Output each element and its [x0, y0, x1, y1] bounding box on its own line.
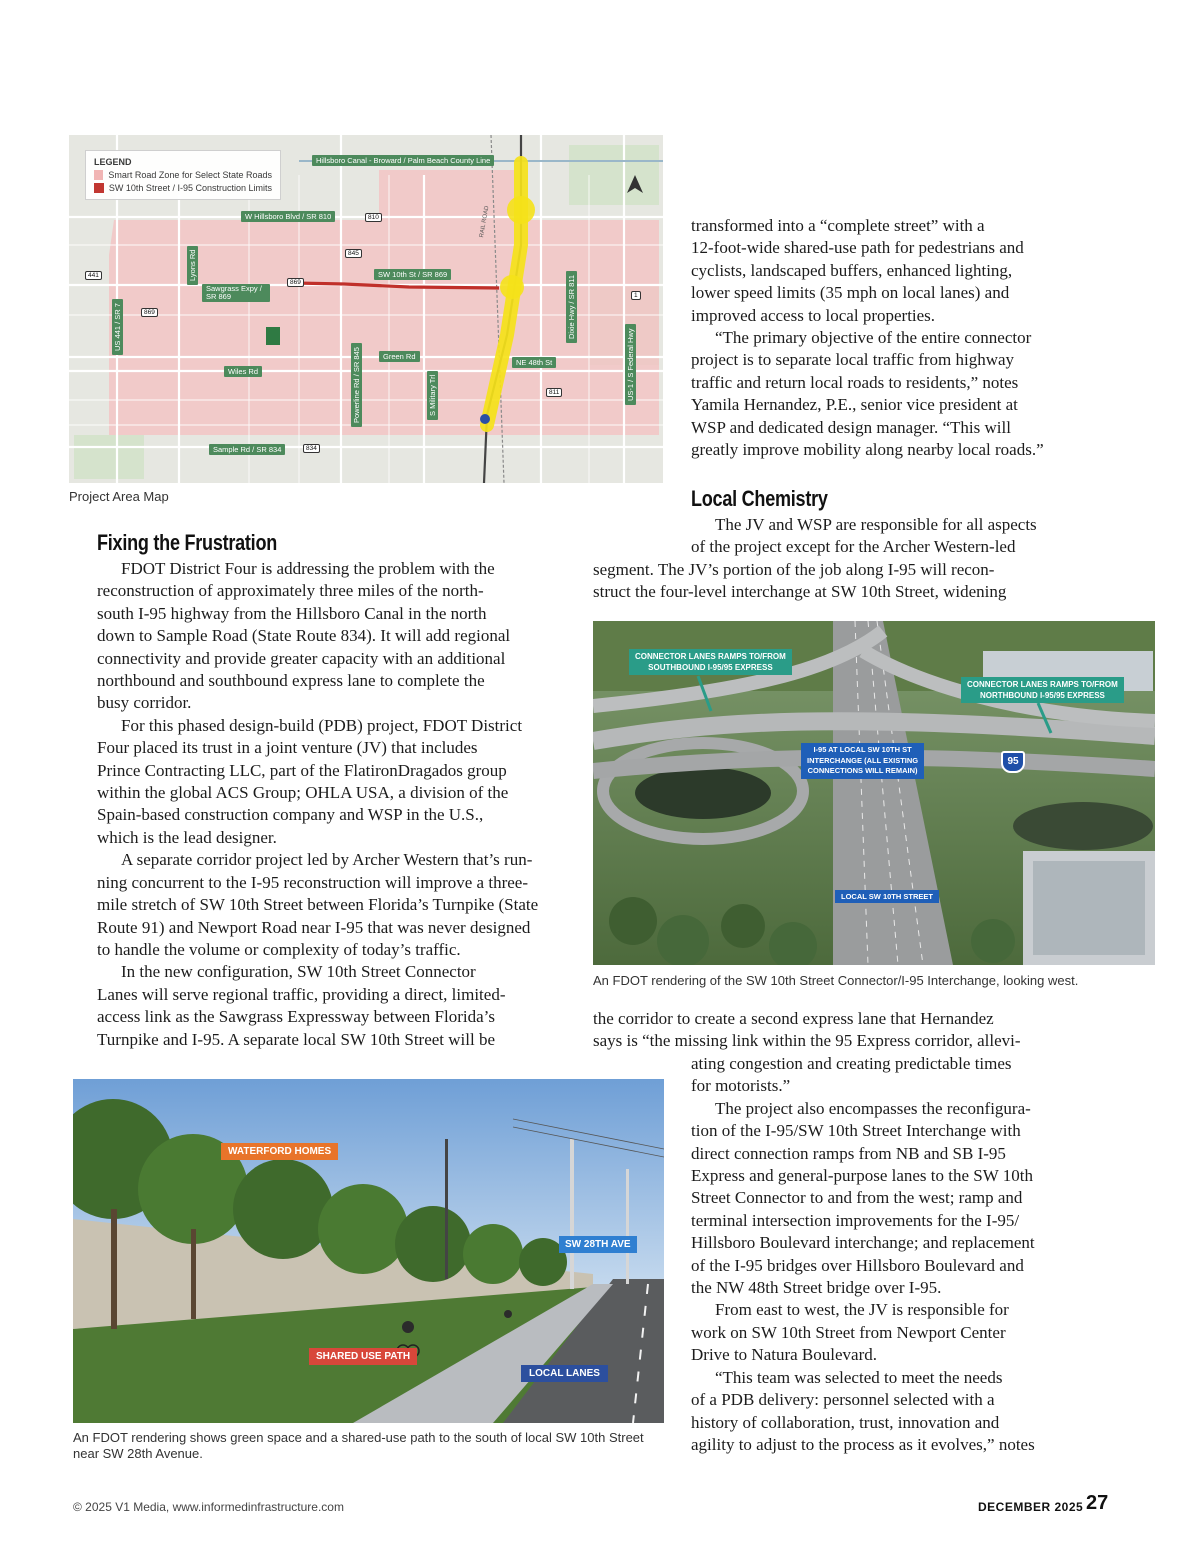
intro-line: lower speed limits (35 mph on local lanes) and — [691, 283, 1010, 303]
fixing-line: connectivity and provide greater capacity with an additional — [97, 648, 506, 668]
street-caption-l1: An FDOT rendering shows green space and a shared-use path to the south of local SW 10th Street — [73, 1430, 644, 1445]
east-west-line: Drive to Natura Boulevard. — [691, 1345, 877, 1365]
street-caption-l2: near SW 28th Avenue. — [73, 1446, 203, 1461]
project-area-map — [69, 135, 663, 483]
label-sample-rd: Sample Rd / SR 834 — [209, 444, 285, 455]
fixing-line: Lanes will serve regional traffic, providing a direct, limited- — [97, 984, 506, 1004]
fixing-line: down to Sample Road (State Route 834). It will add regional — [97, 626, 511, 646]
label-hillsboro-blvd: W Hillsboro Blvd / SR 810 — [241, 211, 335, 222]
label-waterford-homes: WATERFORD HOMES — [221, 1143, 338, 1160]
continuation-narrow — [691, 1053, 1111, 1456]
intro-paragraph — [691, 215, 1111, 461]
shield-441: 441 — [85, 271, 102, 280]
quote-line: Yamila Hernandez, P.E., senior vice president at — [691, 395, 1018, 415]
map-legend — [85, 150, 281, 200]
fixing-line: Four placed its trust in a joint venture (JV) that includes — [97, 738, 478, 758]
fixing-paragraphs — [97, 558, 572, 1051]
reconfig-line: the NW 48th Street bridge over I-95. — [691, 1278, 942, 1298]
page-number: 27 — [1086, 1492, 1109, 1514]
fixing-line: Prince Contracting LLC, part of the FlatironDragados group — [97, 760, 507, 780]
label-sw10th: SW 10th St / SR 869 — [374, 269, 451, 280]
interstate-shield-number: 95 — [1007, 756, 1019, 767]
callout-southbound — [629, 649, 792, 675]
label-railroad: RAIL ROAD — [479, 205, 491, 239]
fixing-line: access link as the Sawgrass Expressway between Florida’s — [97, 1007, 495, 1027]
label-sw-28th-ave: SW 28TH AVE — [559, 1236, 637, 1253]
interstate-shield — [1001, 751, 1025, 773]
east-west-line: work on SW 10th Street from Newport Center — [691, 1322, 1006, 1342]
fixing-line: within the global ACS Group; OHLA USA, a division of the — [97, 783, 509, 803]
local-paragraph-wide — [593, 559, 1153, 604]
continuation-line: says is “the missing link within the 95 Express corridor, allevi- — [593, 1031, 1021, 1051]
footer-issue-date: DECEMBER 2025 — [978, 1500, 1084, 1514]
legend-label-construction: SW 10th Street / I-95 Construction Limits — [108, 183, 272, 193]
reconfig-line: of the I-95 bridges over Hillsboro Boulevard and — [691, 1255, 1024, 1275]
label-sawgrass: Sawgrass Expy / SR 869 — [202, 284, 270, 302]
shield-811: 811 — [546, 388, 562, 397]
street-caption — [73, 1430, 663, 1462]
fixing-line: ning concurrent to the I-95 reconstruction will improve a three- — [97, 872, 528, 892]
intro-line: transformed into a “complete street” with a — [691, 216, 985, 235]
fixing-line: In the new configuration, SW 10th Street Connector — [121, 962, 476, 982]
legend-title: LEGEND — [94, 157, 132, 167]
fixing-line: busy corridor. — [97, 693, 192, 713]
team-line: “This team was selected to meet the needs — [715, 1367, 1003, 1387]
east-west-line: From east to west, the JV is responsible for — [715, 1300, 1009, 1320]
team-line: of a PDB delivery: personnel selected with a — [691, 1390, 995, 1410]
continuation-line: ating congestion and creating predictable times — [691, 1054, 1012, 1073]
street-rendering — [73, 1079, 664, 1423]
reconfig-line: direct connection ramps from NB and SB I-95 — [691, 1143, 1006, 1163]
callout-northbound-l1: CONNECTOR LANES RAMPS TO/FROM — [967, 680, 1118, 689]
fixing-line: Turnpike and I-95. A separate local SW 10th Street will be — [97, 1029, 496, 1049]
heading-fixing-frustration: Fixing the Frustration — [97, 530, 278, 555]
quote-line: “The primary objective of the entire connector — [715, 328, 1032, 348]
callout-center-l2: INTERCHANGE (ALL EXISTING — [807, 755, 919, 765]
fixing-line: A separate corridor project led by Archer Western that’s run- — [121, 850, 533, 870]
reconfig-line: The project also encompasses the reconfigura- — [715, 1098, 1031, 1118]
heading-local-chemistry: Local Chemistry — [691, 486, 828, 511]
reconfig-line: tion of the I-95/SW 10th Street Interchange with — [691, 1121, 1021, 1141]
callout-northbound — [961, 677, 1124, 703]
label-local-lanes: LOCAL LANES — [521, 1365, 608, 1382]
continuation-line: for motorists.” — [691, 1076, 791, 1096]
label-ne48th: NE 48th St — [512, 357, 556, 368]
callout-center — [801, 743, 924, 779]
label-wiles-rd: Wiles Rd — [224, 366, 262, 377]
legend-swatch-zone — [94, 170, 103, 180]
team-line: history of collaboration, trust, innovation and — [691, 1412, 1000, 1432]
interchange-caption: An FDOT rendering of the SW 10th Street Connector/I-95 Interchange, looking west. — [593, 973, 1079, 988]
quote-line: traffic and return local roads to residents,” notes — [691, 372, 1019, 392]
fixing-line: FDOT District Four is addressing the problem with the — [121, 559, 495, 578]
reconfig-line: Street Connector to and from the west; ramp and — [691, 1188, 1023, 1208]
label-us441: US 441 / SR 7 — [112, 299, 123, 355]
shield-1: 1 — [631, 291, 641, 300]
legend-label-zone: Smart Road Zone for Select State Roads — [108, 170, 272, 180]
label-us1: US-1 / S Federal Hwy — [625, 324, 636, 405]
footer-copyright: © 2025 V1 Media, www.informedinfrastructure.com — [73, 1500, 344, 1514]
legend-swatch-construction — [94, 183, 104, 193]
fixing-line: Route 91) and Newport Road near I-95 that was never designed — [97, 917, 531, 937]
local-paragraph-indented — [691, 514, 1111, 559]
intro-line: cyclists, landscaped buffers, enhanced lighting, — [691, 260, 1013, 280]
callout-northbound-l2: NORTHBOUND I-95/95 EXPRESS — [979, 691, 1105, 700]
quote-line: greatly improve mobility along nearby local roads.” — [691, 440, 1044, 460]
shield-834: 834 — [303, 444, 320, 453]
local-line: of the project except for the Archer Western-led — [691, 537, 1016, 557]
label-hillsboro-canal: Hillsboro Canal - Broward / Palm Beach County Line — [312, 155, 494, 166]
quote-line: WSP and dedicated design manager. “This will — [691, 417, 1011, 437]
intro-line: improved access to local properties. — [691, 305, 936, 325]
interchange-rendering — [593, 621, 1155, 965]
fixing-line: For this phased design-build (PDB) project, FDOT District — [121, 715, 523, 735]
reconfig-line: Express and general-purpose lanes to the SW 10th — [691, 1166, 1033, 1186]
label-military: S Military Trl — [427, 371, 438, 420]
intro-line: 12-foot-wide shared-use path for pedestrians and — [691, 238, 1024, 258]
legend-item-smart-zone — [94, 170, 272, 180]
label-shared-use-path: SHARED USE PATH — [309, 1348, 417, 1365]
map-caption: Project Area Map — [69, 489, 169, 504]
callout-center-l1: I-95 AT LOCAL SW 10TH ST — [813, 745, 912, 754]
quote-line: project is to separate local traffic from highway — [691, 350, 1015, 370]
local-line: The JV and WSP are responsible for all aspects — [715, 515, 1037, 534]
local-line: struct the four-level interchange at SW 10th Street, widening — [593, 582, 1007, 602]
local-line: segment. The JV’s portion of the job along I-95 will recon- — [593, 560, 995, 579]
reconfig-line: Hillsboro Boulevard interchange; and replacement — [691, 1233, 1035, 1253]
callout-southbound-l2: SOUTHBOUND I-95/95 EXPRESS — [648, 663, 773, 672]
shield-869b: 869 — [141, 308, 158, 317]
shield-869a: 869 — [287, 278, 304, 287]
shield-845: 845 — [345, 249, 362, 258]
callout-local-sw10th: LOCAL SW 10TH STREET — [835, 890, 939, 903]
callout-center-l3: CONNECTIONS WILL REMAIN) — [807, 766, 918, 775]
shield-810: 810 — [365, 213, 382, 222]
fixing-line: northbound and southbound express lane to complete the — [97, 671, 485, 691]
fixing-line: which is the lead designer. — [97, 827, 277, 847]
team-line: agility to adjust to the process as it evolves,” notes — [691, 1434, 1035, 1454]
fixing-line: reconstruction of approximately three miles of the north- — [97, 581, 484, 601]
label-lyons-rd: Lyons Rd — [187, 246, 198, 285]
legend-item-construction — [94, 183, 272, 193]
callout-southbound-l1: CONNECTOR LANES RAMPS TO/FROM — [635, 652, 786, 661]
label-dixie: Dixie Hwy / SR 811 — [566, 271, 577, 343]
fixing-line: mile stretch of SW 10th Street between Florida’s Turnpike (State — [97, 895, 539, 915]
fixing-line: to handle the volume or complexity of today’s traffic. — [97, 939, 461, 959]
label-powerline: Powerline Rd / SR 845 — [351, 343, 362, 427]
label-green-rd: Green Rd — [379, 351, 420, 362]
continuation-line: the corridor to create a second express lane that Hernandez — [593, 1009, 994, 1028]
continuation-wide — [593, 1008, 1153, 1053]
fixing-line: Spain-based construction company and WSP in the U.S., — [97, 805, 484, 825]
fixing-line: south I-95 highway from the Hillsboro Canal in the north — [97, 603, 487, 623]
reconfig-line: terminal intersection improvements for the I-95/ — [691, 1210, 1020, 1230]
